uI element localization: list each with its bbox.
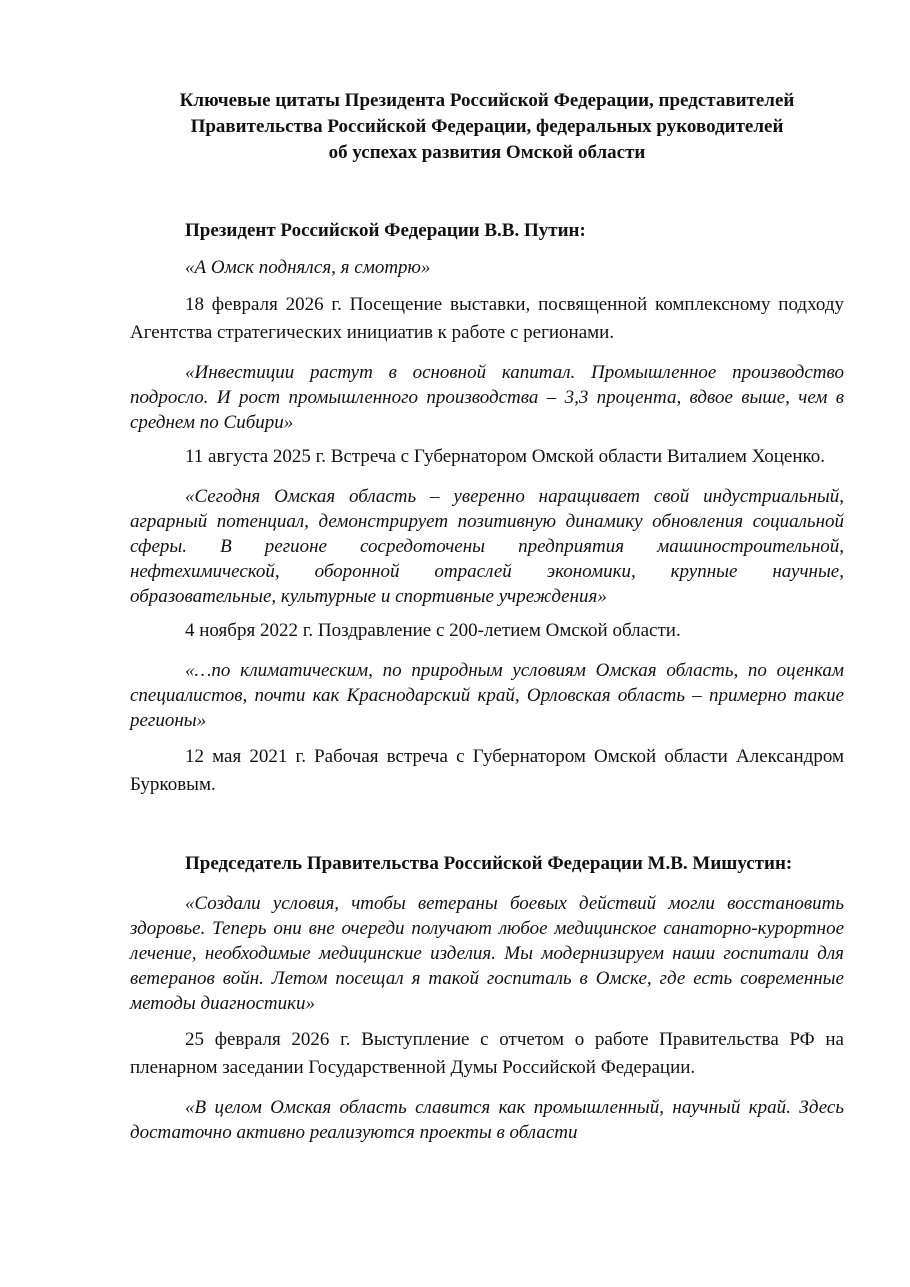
quote: «В целом Омская область славится как промышленный, научный край. Здесь достаточно активно реализуются проекты в области (130, 1097, 844, 1143)
quote: «Инвестиции растут в основной капитал. Промышленное производство подросло. И рост промышленного производства – 3,3 процента, вдвое выше, чем в среднем по Сибири» (130, 362, 844, 433)
event-description: 11 августа 2025 г. Встреча с Губернатором Омской области Виталием Хоценко. (185, 446, 826, 467)
event-description: 12 мая 2021 г. Рабочая встреча с Губернатором Омской области Александром Бурковым. (130, 746, 844, 795)
title-line: Правительства Российской Федерации, федеральных руководителей (190, 116, 784, 137)
title-line: об успехах развития Омской области (328, 142, 646, 163)
event-description: 18 февраля 2026 г. Посещение выставки, посвященной комплексному подходу Агентства стратегических инициатив к работе с регионами. (130, 294, 844, 343)
title-line: Ключевые цитаты Президента Российской Федерации, представителей (179, 90, 795, 111)
document-title (130, 88, 844, 166)
section-putin (130, 218, 844, 799)
quote: «Сегодня Омская область – уверенно наращивает свой индустриальный, аграрный потенциал, демонстрирует позитивную динамику обновления социальной сферы. В регионе сосредоточены предприятия машиностроительной, нефтехимической, оборонной отраслей экономики, крупные научные, образовательные, культурные и спортивные учреждения» (130, 486, 844, 607)
document-page (130, 88, 844, 1145)
section-mishustin (130, 851, 844, 1145)
quote: «Создали условия, чтобы ветераны боевых действий могли восстановить здоровье. Теперь они вне очереди получают любое медицинское санаторно-курортное лечение, необходимые медицинские изделия. Мы модернизируем наши госпитали для ветеранов войн. Летом посещал я такой госпиталь в Омске, где есть современные методы диагностики» (130, 893, 844, 1014)
speaker-heading: Председатель Правительства Российской Федерации М.В. Мишустин: (185, 853, 793, 874)
event-description: 4 ноября 2022 г. Поздравление с 200-летием Омской области. (185, 620, 681, 641)
speaker-heading: Президент Российской Федерации В.В. Путин: (185, 220, 586, 241)
quote: «…по климатическим, по природным условиям Омская область, по оценкам специалистов, почти как Краснодарский край, Орловская область – примерно такие регионы» (130, 660, 844, 731)
quote: «А Омск поднялся, я смотрю» (185, 257, 431, 278)
event-description: 25 февраля 2026 г. Выступление с отчетом о работе Правительства РФ на пленарном заседании Государственной Думы Российской Федерации. (130, 1029, 844, 1078)
